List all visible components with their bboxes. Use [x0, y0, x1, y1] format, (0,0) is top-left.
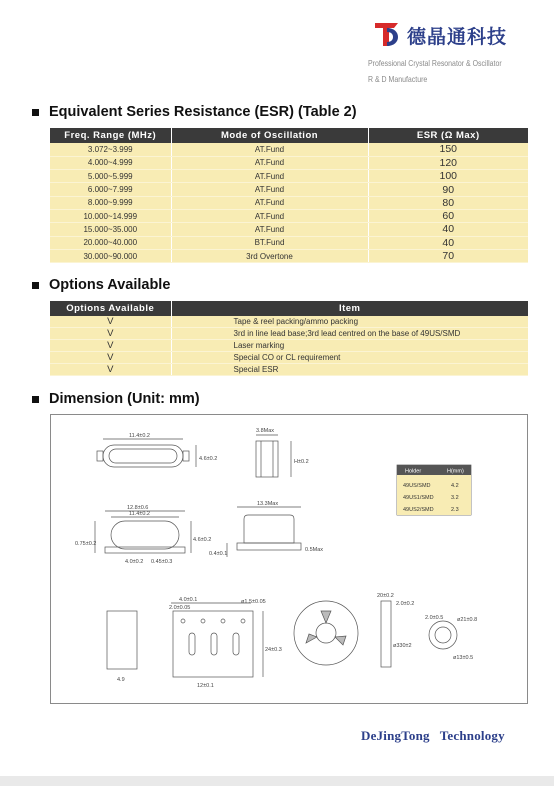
- options-section-title-text: Options Available: [49, 277, 171, 293]
- company-rd-line: R & D Manufacture: [368, 74, 428, 84]
- tape-pocket: [211, 633, 217, 655]
- esr-section-title-text: Equivalent Series Resistance (ESR) (Table 2): [49, 104, 357, 120]
- cell-mode: AT.Fund: [171, 209, 368, 222]
- dim-label: 4.6±0.2: [193, 537, 212, 543]
- hub-outer: [429, 621, 457, 649]
- tape-pocket: [189, 633, 195, 655]
- holder-name: 49US2/SMD: [403, 507, 434, 513]
- section-bullet-icon: [32, 396, 39, 403]
- cell-freq: 3.072~3.999: [50, 143, 171, 156]
- table-row: [50, 196, 528, 209]
- holder-height: 4.2: [451, 483, 459, 489]
- crystal-base: [105, 547, 185, 553]
- dim-label: 12±0.1: [197, 683, 214, 689]
- cell-freq: 4.000~4.999: [50, 156, 171, 169]
- table-header-row: [50, 128, 528, 143]
- holder-col-header: Holder: [405, 468, 422, 475]
- crystal-pad-right: [183, 451, 189, 461]
- options-section-title: [32, 277, 170, 293]
- company-tagline: Professional Crystal Resonator & Oscillator: [368, 58, 502, 68]
- crystal-front-view: [256, 441, 278, 477]
- table-row: [50, 223, 528, 236]
- table-row: [50, 236, 528, 249]
- cell-esr: 70: [368, 249, 528, 262]
- column-header: Options Available: [50, 301, 171, 316]
- footer-brand-word: Technology: [439, 728, 505, 743]
- table-row: [50, 156, 528, 169]
- cell-item: Laser marking: [171, 340, 528, 352]
- dim-label: 4.0±0.2: [125, 559, 144, 565]
- cell-esr: 40: [368, 223, 528, 236]
- cell-freq: 5.000~5.999: [50, 170, 171, 183]
- dim-label: 11.4±0.2: [129, 433, 150, 439]
- crystal-side-view: [111, 521, 179, 549]
- cell-mark: V: [50, 364, 171, 376]
- dim-label: 4.0±0.1: [179, 597, 198, 603]
- company-logo: [372, 20, 402, 48]
- dim-label: 2.0±0.5: [425, 615, 444, 621]
- table-row: [50, 340, 528, 352]
- cell-esr: 40: [368, 236, 528, 249]
- dim-label: 12.8±0.6: [127, 505, 149, 511]
- dim-label: ø1.5±0.05: [241, 599, 266, 605]
- cell-mark: V: [50, 352, 171, 364]
- cell-freq: 6.000~7.999: [50, 183, 171, 196]
- table-row: [50, 364, 528, 376]
- cell-mode: AT.Fund: [171, 183, 368, 196]
- footer-brand-name: DeJingTong: [361, 728, 430, 743]
- cell-freq: 8.000~9.999: [50, 196, 171, 209]
- holder-height: 3.2: [451, 495, 459, 501]
- tape-pocket: [233, 633, 239, 655]
- sprocket-hole: [181, 619, 185, 623]
- cell-mode: AT.Fund: [171, 196, 368, 209]
- crystal-top-view: [103, 445, 183, 467]
- dim-label: 3.8Max: [256, 428, 275, 434]
- options-table-body: [50, 316, 528, 376]
- cell-freq: 20.000~40.000: [50, 236, 171, 249]
- cell-mark: V: [50, 328, 171, 340]
- table-header-row: [50, 301, 528, 316]
- dim-label: 13.3Max: [257, 501, 279, 507]
- company-name-cn: 德晶通科技: [407, 26, 508, 48]
- smd-body: [244, 515, 294, 543]
- options-table: [50, 301, 528, 376]
- holder-height: 2.3: [451, 507, 459, 513]
- reel-spokes: [306, 611, 346, 645]
- cell-mark: V: [50, 340, 171, 352]
- page-bottom-edge: [0, 776, 554, 786]
- dim-label: 2.0±0.2: [396, 601, 415, 607]
- holder-col-header: H(mm): [447, 468, 464, 475]
- column-header: Item: [171, 301, 528, 316]
- cell-freq: 15.000~35.000: [50, 223, 171, 236]
- sprocket-hole: [221, 619, 225, 623]
- table-row: [50, 352, 528, 364]
- dim-label: 2.0±0.05: [169, 605, 191, 611]
- cell-mode: AT.Fund: [171, 156, 368, 169]
- dim-label: ø330±2: [393, 643, 412, 649]
- crystal-top-inner: [109, 449, 177, 463]
- esr-table: [50, 128, 528, 263]
- tape-side-view: [107, 611, 137, 669]
- dim-label: 11.4±0.2: [129, 511, 150, 517]
- cell-item: Special ESR: [171, 364, 528, 376]
- cell-item: Special CO or CL requirement: [171, 352, 528, 364]
- cell-mode: 3rd Overtone: [171, 249, 368, 262]
- cell-esr: 100: [368, 170, 528, 183]
- cell-esr: 90: [368, 183, 528, 196]
- dim-label: 0.45±0.3: [151, 559, 173, 565]
- hub-inner: [435, 627, 451, 643]
- dim-label: 20±0.2: [377, 593, 394, 599]
- dimension-svg: [51, 415, 529, 705]
- dim-label: ø13±0.5: [453, 655, 474, 661]
- cell-item: 3rd in line lead base;3rd lead centred on the base of 49US/SMD: [171, 328, 528, 340]
- dim-label: 0.4±0.1: [209, 551, 228, 557]
- cell-esr: 60: [368, 209, 528, 222]
- table-row: [50, 143, 528, 156]
- cell-freq: 10.000~14.999: [50, 209, 171, 222]
- dimension-section-title: [32, 391, 200, 407]
- table-row: [50, 183, 528, 196]
- dimension-section-title-text: Dimension (Unit: mm): [49, 391, 200, 407]
- cell-item: Tape & reel packing/ammo packing: [171, 316, 528, 328]
- dim-label: 0.75±0.2: [75, 541, 97, 547]
- column-header: ESR (Ω Max): [368, 128, 528, 143]
- cell-mode: AT.Fund: [171, 143, 368, 156]
- dim-label: ø21±0.8: [457, 617, 478, 623]
- esr-table-body: [50, 143, 528, 263]
- smd-base: [237, 543, 301, 550]
- cell-esr: 120: [368, 156, 528, 169]
- crystal-pad-left: [97, 451, 103, 461]
- dim-label: 0.5Max: [305, 547, 324, 553]
- holder-name: 49US1/SMD: [403, 495, 434, 501]
- cell-freq: 30.000~90.000: [50, 249, 171, 262]
- table-row: [50, 170, 528, 183]
- esr-section-title: [32, 104, 357, 120]
- section-bullet-icon: [32, 282, 39, 289]
- dimension-drawing: [50, 414, 528, 704]
- sprocket-hole: [241, 619, 245, 623]
- table-row: [50, 249, 528, 262]
- dim-label: 24±0.3: [265, 647, 282, 653]
- holder-name: 49US/SMD: [403, 483, 431, 489]
- cell-mode: AT.Fund: [171, 223, 368, 236]
- table-row: [50, 209, 528, 222]
- column-header: Freq. Range (MHz): [50, 128, 171, 143]
- dim-label: 4.6±0.2: [199, 456, 218, 462]
- cell-mode: BT.Fund: [171, 236, 368, 249]
- cell-mark: V: [50, 316, 171, 328]
- reel-hub: [316, 623, 336, 643]
- cell-mode: AT.Fund: [171, 170, 368, 183]
- reel-side: [381, 601, 391, 667]
- cell-esr: 150: [368, 143, 528, 156]
- footer-brand: [361, 728, 505, 744]
- dim-label: 4.9: [117, 677, 125, 683]
- cell-esr: 80: [368, 196, 528, 209]
- column-header: Mode of Oscillation: [171, 128, 368, 143]
- section-bullet-icon: [32, 109, 39, 116]
- sprocket-hole: [201, 619, 205, 623]
- table-row: [50, 316, 528, 328]
- table-row: [50, 328, 528, 340]
- reel-front: [294, 601, 358, 665]
- dim-label: H±0.2: [294, 459, 309, 465]
